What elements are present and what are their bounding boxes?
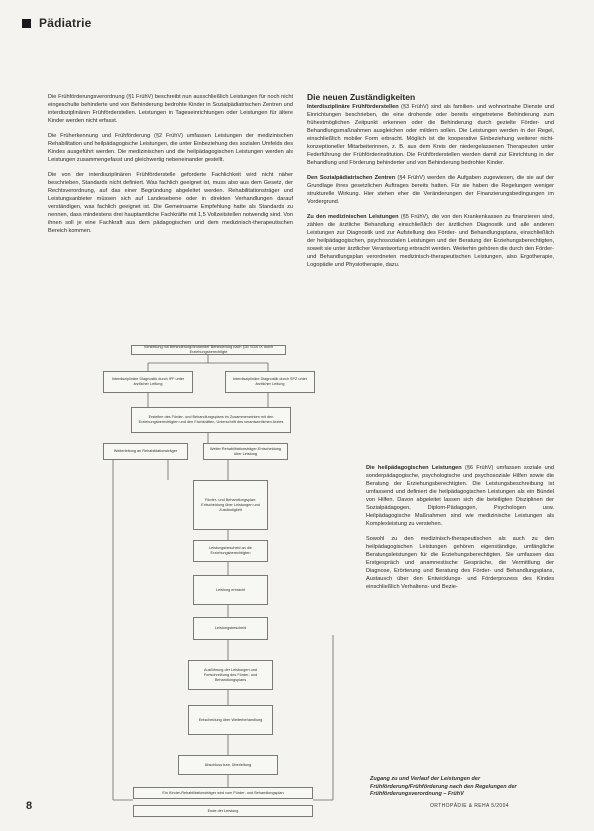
paragraph (307, 174, 554, 206)
paragraph-body: (§3 FrühV) sind als familien- und wohnortnahe Dienste und Einrichtungen beschrieben, die eine drohende oder bereits eingetretene Behinderung zum frühestmöglichen Zeitpunkt erkennen oder die Behinderung durch gezielte Förder- und Behandlungsmaßnahmen ausgleichen oder mildern sollen. Die Leistungen werden in der Regel, einschließlich mobiler Form erbracht. Möglich ist die kooperative Einbeziehung weiterer nicht-konzeptioneller Mitarbeiterinnen, z. B. aus dem Kreis der niedergelassenen Therapeuten unter Federführung der Frühförderinstitution. Die Frühförderstellen werden damit zur Einrichtung in der Behandlung und Förderung behinderter und von Behinderung bedrohter Kinder. (307, 104, 554, 166)
paragraph (307, 213, 554, 269)
paragraph-lead: Interdisziplinäre Frühförderstellen (307, 104, 399, 110)
flow-step: Leistungsbescheid an die Erziehungsberechtigten (193, 540, 268, 562)
paragraph: Die Frühförderungsverordnung (§1 FrühV) beschreibt nun ausschließlich Leistungen für noch nicht eingeschulte behinderte und von Behinderung bedrohte Kinder in Sozialpädiatrischen Zentren und interdisziplinären Frühförderstellen. Leistungen in Tageseinrichtungen oder Leistungen für ältere Kinder werden nicht erfasst. (48, 94, 293, 124)
flow-step: Interdisziplinäre Diagnostik durch IFF unter ärztlicher Leitung (103, 371, 193, 393)
page-number: 8 (26, 800, 33, 812)
flow-step: Weiter Rehabilitationsträger-Entscheidung über Leistung (203, 443, 288, 460)
paragraph: Sowohl zu den medizinisch-therapeutischen als auch zu den heilpädagogischen Leistungen gehören eigenständige, umfängliche Beratungsleistungen für die Erziehungsberechtigten. Sie umfassen das Erstgespräch und anamnestische Gespräche, die Vermittlung der Diagnose, Erörterung und Beratung des Förder- und Behandlungsplans, Austausch über den Entwicklungs- und Förderprozess des Kindes einschließlich Verhaltens- und Bezie- (366, 536, 554, 590)
right-column-mid (366, 464, 554, 598)
right-column-top (307, 93, 554, 276)
paragraph: Die Früherkennung und Frühförderung (§2 FrühV) umfassen Leistungen der medizinischen Rehabilitation und heilpädagogische Leistungen, die unter Einbeziehung des sozialen Umfelds des Kindes ausgeführt werden. Die medizinischen und die heilpädagogischen Leistungen werden als Leistungen zusammengefasst und gleichwertig nebeneinander gestellt. (48, 133, 293, 163)
flow-step: Erstellen des Förder- und Behandlungsplans im Zusammenwirken mit den Erziehungsberechtigten und den Fachkräften, Unterschrift des verantwortlichen Arztes (131, 407, 291, 433)
flow-step: Förder- und Behandlungsplan: Entscheidung über Leistungen und Zuständigkeit (193, 480, 268, 530)
paragraph: Die von der interdisziplinären Frühförderstelle geforderte Fachlichkeit wird nicht näher beschrieben, Standards nicht definiert. Was fachlich geeignet ist, muss also aus dem Gesetz, der Rechtsverordnung, auf das einer Begründung abgeleitet werden. Rehabilitationsträger und Leistungsanbieter müssen sich auf Landesebene oder in direkten Verhandlungen darauf verständigen, was fachlich geeignet ist. Die Gemeinsame Empfehlung hatte als Standards zu nennen, dass mindestens drei hauptamtliche Fachkräfte mit 1,5 Vollzeitstellen notwendig sind. Von ihnen soll je eine Fachkraft aus dem pädagogischen und dem medizinisch-therapeutischen Bereich kommen. (48, 172, 293, 234)
paragraph-lead: Zu den medizinischen Leistungen (307, 214, 399, 220)
paragraph (307, 103, 554, 167)
subheading: Die neuen Zuständigkeiten (307, 92, 416, 102)
paragraph-lead: Den Sozialpädiatrischen Zentren (307, 175, 396, 181)
section-marker-icon (22, 19, 31, 28)
paragraph-body: (§4 FrühV) werden die Aufgaben zugewiesen, die sie auf der Grundlage ihres gesetzlichen Auftrages bereits hatten. Für sie haben die Regelungen weniger strukturelle Wirkung. Hier stehen eher die Veränderungen der Finanzierungsbedingungen im Vordergrund. (307, 175, 554, 205)
left-column (48, 93, 293, 242)
section-header (22, 16, 92, 30)
flow-step: Leistungsbescheid (193, 617, 268, 640)
flow-step: Interdisziplinäre Diagnostik durch SPZ unter ärztlicher Leitung (225, 371, 315, 393)
flow-step: Entscheidung über Weiterbehandlung (188, 705, 273, 735)
journal-footer: ORTHOPÄDIE & REHA 5/2004 (430, 803, 509, 809)
paragraph-body: (§6 FrühV) umfassen soziale und sonderpädagogische, psychologische und psychosoziale Hilfen sowie die Beratung der Erziehungsberechtigten. Die Leistungsbeschreibung ist umfassend und definiert die heilpädagogischen Leistungen als ein Bündel von Hilfen. Davon abgeleitet lassen sich die beteiligten Disziplinen der Sozialpädagogen, Diplom-Pädagogen, Psychologen usw. Heilpädagogische Maßnahmen sind wie medizinische Leistungen als Komplexleistung zu verstehen. (366, 465, 555, 527)
flow-step: Weiterleitung an Rehabilitationsträger (103, 443, 188, 460)
flow-step: Leistung erbracht (193, 575, 268, 605)
paragraph-body: (§5 FrühV), die von den Krankenkassen zu finanzieren sind, zählen die ärztliche Behandlung einschließlich der ärztlichen Diagnostik und alle anderen Leistungen zur Diagnostik und zur Aufstellung des Förder- und Behandlungsplans, einschließlich der heilpädagogischen, psychosozialen Leistungen und der Beratung der Erziehungsberechtigten, soweit sie unter ärztlicher Verantwortung erbracht werden. Weiterhin gehören die durch den Förder- und Behandlungsplan verordneten medizinisch-therapeutischen Leistungen, also Ergotherapie, Logopädie und Physiotherapie, dazu. (307, 214, 555, 268)
flow-step: Abschluss bzw. Überleitung (178, 755, 278, 775)
figure-caption: Zugang zu und Verlauf der Leistungen der Frühförderung/Frühförderung nach den Regelungen der Frühförderungsverordnung – FrühV (370, 776, 517, 797)
flow-step: Ende der Leistung (133, 805, 313, 817)
flowchart (93, 345, 355, 825)
paragraph-lead: Die heilpädagogischen Leistungen (366, 465, 462, 471)
section-title: Pädiatrie (39, 16, 92, 30)
flow-step: Vorstellung mit Behinderung/drohender Behinderung nach §30 SGB IX durch Erziehungsberechtigte (131, 345, 286, 355)
flow-step: Ein Kinder-Rehabilitationsträger wird vom Förder- und Behandlungsplan (133, 787, 313, 799)
paragraph (366, 464, 554, 528)
flow-step: Ausführung der Leistungen und Fortschreibung des Förder- und Behandlungsplans (188, 660, 273, 690)
